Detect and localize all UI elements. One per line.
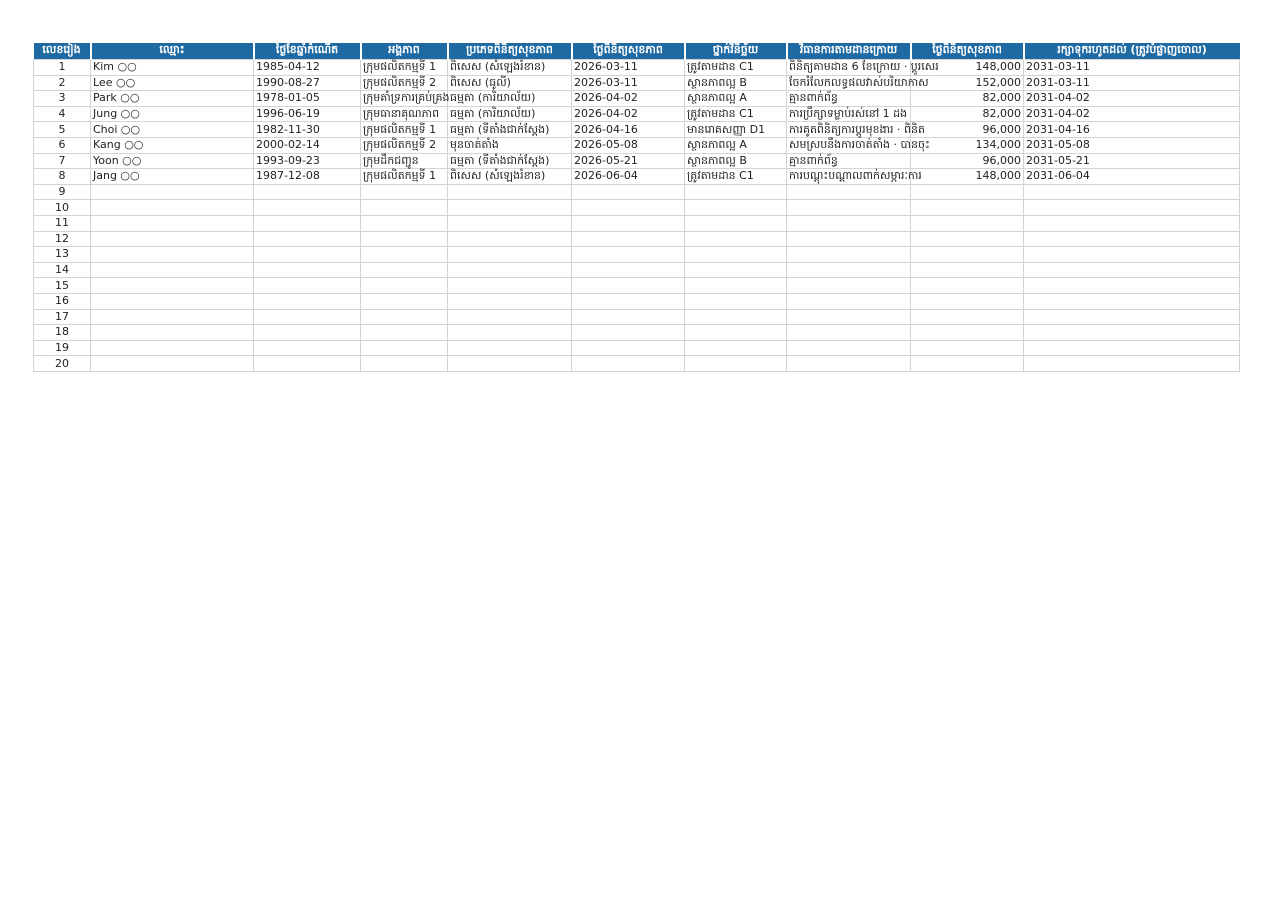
cell-retain-until[interactable] — [1024, 309, 1240, 325]
cell-name[interactable] — [91, 293, 254, 309]
cell-unit[interactable] — [361, 293, 448, 309]
cell-checkup-type[interactable] — [448, 325, 572, 341]
cell-checkup-date[interactable] — [572, 247, 685, 263]
cell-cost[interactable] — [911, 262, 1024, 278]
cell-followup[interactable] — [787, 184, 911, 200]
table-row — [34, 215, 1240, 231]
table-row — [34, 184, 1240, 200]
cell-unit[interactable] — [361, 356, 448, 372]
table-row — [34, 262, 1240, 278]
table-row — [34, 325, 1240, 341]
cell-name[interactable] — [91, 356, 254, 372]
cell-dob[interactable]: 1993-09-23 — [254, 153, 361, 169]
table-row — [34, 247, 1240, 263]
cell-checkup-type[interactable]: មុនចាត់តាំង — [448, 137, 572, 153]
cell-retain-until[interactable]: 2031-04-02 — [1024, 106, 1240, 122]
cell-name[interactable]: Lee ○○ — [91, 75, 254, 91]
cell-grade[interactable] — [685, 356, 787, 372]
cell-followup[interactable] — [787, 231, 911, 247]
cell-no[interactable]: 9 — [34, 184, 91, 200]
cell-cost[interactable]: 96,000 — [911, 122, 1024, 138]
cell-no[interactable]: 10 — [34, 200, 91, 216]
table-row — [34, 137, 1240, 153]
cell-unit[interactable] — [361, 231, 448, 247]
table-row — [34, 231, 1240, 247]
cell-cost[interactable] — [911, 247, 1024, 263]
cell-grade[interactable] — [685, 325, 787, 341]
header-row — [34, 43, 1240, 60]
cell-name[interactable] — [91, 247, 254, 263]
cell-no[interactable]: 16 — [34, 293, 91, 309]
cell-dob[interactable] — [254, 200, 361, 216]
cell-grade[interactable] — [685, 184, 787, 200]
table-row — [34, 106, 1240, 122]
cell-followup[interactable]: ការគូតពិនិត្យការប្តូរមុខងារ · ពិនិត — [787, 122, 911, 138]
cell-dob[interactable] — [254, 184, 361, 200]
cell-checkup-type[interactable] — [448, 200, 572, 216]
cell-no[interactable]: 13 — [34, 247, 91, 263]
cell-no[interactable]: 3 — [34, 91, 91, 107]
cell-followup[interactable]: គ្មានពាក់ព័ន្ធ — [787, 153, 911, 169]
cell-no[interactable]: 15 — [34, 278, 91, 294]
header-followup[interactable]: វិធានការតាមដានក្រោយ — [787, 43, 911, 60]
cell-retain-until[interactable] — [1024, 340, 1240, 356]
cell-grade[interactable]: ស្ថានភាពល្អ A — [685, 137, 787, 153]
cell-unit[interactable]: ក្រុមគាំទ្រការគ្រប់គ្រង — [361, 91, 448, 107]
cell-name[interactable] — [91, 231, 254, 247]
table-row — [34, 169, 1240, 185]
cell-dob[interactable]: 1982-11-30 — [254, 122, 361, 138]
cell-followup[interactable] — [787, 325, 911, 341]
cell-cost[interactable] — [911, 340, 1024, 356]
cell-no[interactable]: 1 — [34, 60, 91, 76]
cell-unit[interactable] — [361, 309, 448, 325]
cell-cost[interactable]: 148,000 — [911, 169, 1024, 185]
cell-retain-until[interactable] — [1024, 184, 1240, 200]
cell-cost[interactable]: 152,000 — [911, 75, 1024, 91]
cell-checkup-type[interactable] — [448, 184, 572, 200]
cell-retain-until[interactable] — [1024, 200, 1240, 216]
cell-name[interactable] — [91, 262, 254, 278]
cell-checkup-type[interactable] — [448, 309, 572, 325]
cell-checkup-date[interactable]: 2026-05-21 — [572, 153, 685, 169]
cell-grade[interactable] — [685, 231, 787, 247]
cell-checkup-type[interactable] — [448, 262, 572, 278]
cell-grade[interactable] — [685, 340, 787, 356]
cell-grade[interactable] — [685, 309, 787, 325]
cell-retain-until[interactable]: 2031-06-04 — [1024, 169, 1240, 185]
cell-followup[interactable]: ចែករំលែកលទ្ធផលវាស់បរិយាកាស — [787, 75, 911, 91]
cell-name[interactable]: Choi ○○ — [91, 122, 254, 138]
cell-cost[interactable] — [911, 278, 1024, 294]
cell-checkup-date[interactable]: 2026-06-04 — [572, 169, 685, 185]
cell-no[interactable]: 19 — [34, 340, 91, 356]
cell-no[interactable]: 6 — [34, 137, 91, 153]
cell-no[interactable]: 7 — [34, 153, 91, 169]
header-retain-until[interactable]: រក្សាទុករហូតដល់ (ត្រូវបំផ្លាញចោល) — [1024, 43, 1240, 60]
cell-retain-until[interactable]: 2031-05-08 — [1024, 137, 1240, 153]
cell-retain-until[interactable]: 2031-05-21 — [1024, 153, 1240, 169]
cell-name[interactable]: Yoon ○○ — [91, 153, 254, 169]
cell-cost[interactable] — [911, 309, 1024, 325]
cell-retain-until[interactable] — [1024, 215, 1240, 231]
cell-checkup-type[interactable]: ធម្មតា (ការិយាល័យ) — [448, 91, 572, 107]
health-checkup-table — [33, 43, 1240, 372]
cell-grade[interactable] — [685, 200, 787, 216]
cell-retain-until[interactable]: 2031-03-11 — [1024, 75, 1240, 91]
cell-unit[interactable] — [361, 184, 448, 200]
cell-followup[interactable]: ការបណ្តុះបណ្តាលពាក់សម្ភារៈការ — [787, 169, 911, 185]
cell-checkup-date[interactable] — [572, 200, 685, 216]
cell-dob[interactable] — [254, 278, 361, 294]
cell-retain-until[interactable]: 2031-03-11 — [1024, 60, 1240, 76]
cell-followup[interactable] — [787, 293, 911, 309]
cell-unit[interactable] — [361, 247, 448, 263]
table-row — [34, 153, 1240, 169]
cell-checkup-type[interactable] — [448, 247, 572, 263]
cell-dob[interactable] — [254, 231, 361, 247]
cell-checkup-type[interactable]: ពិសេស (សំឡេងរំខាន) — [448, 169, 572, 185]
cell-followup[interactable] — [787, 247, 911, 263]
cell-no[interactable]: 8 — [34, 169, 91, 185]
cell-checkup-type[interactable]: ពិសេស (សំឡេងរំខាន) — [448, 60, 572, 76]
cell-name[interactable] — [91, 309, 254, 325]
cell-followup[interactable] — [787, 309, 911, 325]
cell-name[interactable]: Jang ○○ — [91, 169, 254, 185]
table-row — [34, 60, 1240, 76]
cell-name[interactable] — [91, 215, 254, 231]
cell-no[interactable]: 17 — [34, 309, 91, 325]
cell-dob[interactable]: 2000-02-14 — [254, 137, 361, 153]
cell-followup[interactable] — [787, 340, 911, 356]
cell-followup[interactable] — [787, 262, 911, 278]
cell-no[interactable]: 4 — [34, 106, 91, 122]
header-no[interactable]: លេខរៀង — [34, 43, 91, 60]
cell-dob[interactable]: 1978-01-05 — [254, 91, 361, 107]
cell-no[interactable]: 2 — [34, 75, 91, 91]
cell-checkup-date[interactable] — [572, 184, 685, 200]
table-row — [34, 293, 1240, 309]
cell-checkup-date[interactable] — [572, 293, 685, 309]
cell-checkup-date[interactable] — [572, 325, 685, 341]
header-grade[interactable]: ថ្នាក់វិនិច្ឆ័យ — [685, 43, 787, 60]
cell-checkup-date[interactable] — [572, 356, 685, 372]
cell-grade[interactable]: ស្ថានភាពល្អ A — [685, 91, 787, 107]
cell-unit[interactable]: ក្រុមផលិតកម្មទី 1 — [361, 169, 448, 185]
cell-grade[interactable] — [685, 215, 787, 231]
cell-grade[interactable] — [685, 247, 787, 263]
cell-grade[interactable]: ស្ថានភាពល្អ B — [685, 75, 787, 91]
cell-unit[interactable]: ក្រុមដឹកជញ្ជូន — [361, 153, 448, 169]
cell-retain-until[interactable] — [1024, 247, 1240, 263]
table-row — [34, 309, 1240, 325]
cell-followup[interactable]: ការប្រឹក្សាទម្លាប់រស់នៅ 1 ដង — [787, 106, 911, 122]
cell-unit[interactable] — [361, 262, 448, 278]
cell-followup[interactable] — [787, 356, 911, 372]
table-row — [34, 91, 1240, 107]
cell-checkup-date[interactable] — [572, 278, 685, 294]
cell-checkup-date[interactable] — [572, 340, 685, 356]
cell-unit[interactable]: ក្រុមផលិតកម្មទី 2 — [361, 137, 448, 153]
table-row — [34, 75, 1240, 91]
cell-name[interactable]: Jung ○○ — [91, 106, 254, 122]
cell-no[interactable]: 20 — [34, 356, 91, 372]
cell-unit[interactable] — [361, 215, 448, 231]
cell-dob[interactable] — [254, 262, 361, 278]
cell-cost[interactable] — [911, 356, 1024, 372]
cell-followup[interactable]: គ្មានពាក់ព័ន្ធ — [787, 91, 911, 107]
cell-unit[interactable]: ក្រុមធានាគុណភាព — [361, 106, 448, 122]
table-row — [34, 340, 1240, 356]
cell-cost[interactable] — [911, 184, 1024, 200]
cell-unit[interactable] — [361, 278, 448, 294]
cell-followup[interactable] — [787, 200, 911, 216]
cell-grade[interactable] — [685, 293, 787, 309]
cell-retain-until[interactable] — [1024, 356, 1240, 372]
cell-checkup-type[interactable]: ធម្មតា (ការិយាល័យ) — [448, 106, 572, 122]
cell-dob[interactable]: 1987-12-08 — [254, 169, 361, 185]
cell-dob[interactable] — [254, 309, 361, 325]
spreadsheet — [33, 43, 1239, 372]
cell-cost[interactable]: 148,000 — [911, 60, 1024, 76]
cell-dob[interactable]: 1990-08-27 — [254, 75, 361, 91]
cell-retain-until[interactable]: 2031-04-16 — [1024, 122, 1240, 138]
cell-name[interactable] — [91, 184, 254, 200]
cell-no[interactable]: 5 — [34, 122, 91, 138]
cell-checkup-type[interactable] — [448, 215, 572, 231]
cell-checkup-type[interactable]: ធម្មតា (ទីតាំងជាក់ស្តែង) — [448, 122, 572, 138]
table-row — [34, 278, 1240, 294]
cell-checkup-date[interactable] — [572, 215, 685, 231]
cell-checkup-type[interactable] — [448, 340, 572, 356]
cell-checkup-date[interactable] — [572, 262, 685, 278]
cell-checkup-type[interactable] — [448, 278, 572, 294]
cell-retain-until[interactable]: 2031-04-02 — [1024, 91, 1240, 107]
header-cost[interactable]: ថ្ងៃពិនិត្យសុខភាព — [911, 43, 1024, 60]
cell-checkup-type[interactable] — [448, 293, 572, 309]
cell-no[interactable]: 18 — [34, 325, 91, 341]
header-unit[interactable]: អង្គភាព — [361, 43, 448, 60]
cell-no[interactable]: 11 — [34, 215, 91, 231]
cell-grade[interactable]: ស្ថានភាពល្អ B — [685, 153, 787, 169]
cell-grade[interactable]: ត្រូវតាមដាន C1 — [685, 169, 787, 185]
cell-no[interactable]: 12 — [34, 231, 91, 247]
cell-checkup-date[interactable]: 2026-04-02 — [572, 106, 685, 122]
cell-name[interactable]: Kim ○○ — [91, 60, 254, 76]
cell-checkup-date[interactable]: 2026-04-02 — [572, 91, 685, 107]
cell-retain-until[interactable] — [1024, 231, 1240, 247]
cell-name[interactable] — [91, 340, 254, 356]
cell-grade[interactable] — [685, 262, 787, 278]
cell-cost[interactable]: 82,000 — [911, 106, 1024, 122]
cell-cost[interactable] — [911, 293, 1024, 309]
cell-cost[interactable] — [911, 215, 1024, 231]
cell-retain-until[interactable] — [1024, 278, 1240, 294]
cell-cost[interactable]: 96,000 — [911, 153, 1024, 169]
cell-dob[interactable] — [254, 340, 361, 356]
cell-cost[interactable]: 82,000 — [911, 91, 1024, 107]
table-row — [34, 200, 1240, 216]
cell-retain-until[interactable] — [1024, 262, 1240, 278]
cell-unit[interactable]: ក្រុមផលិតកម្មទី 2 — [361, 75, 448, 91]
cell-checkup-type[interactable] — [448, 231, 572, 247]
cell-dob[interactable] — [254, 325, 361, 341]
cell-cost[interactable] — [911, 325, 1024, 341]
cell-name[interactable]: Kang ○○ — [91, 137, 254, 153]
table-row — [34, 356, 1240, 372]
cell-checkup-date[interactable] — [572, 309, 685, 325]
table-row — [34, 122, 1240, 138]
cell-no[interactable]: 14 — [34, 262, 91, 278]
header-dob[interactable]: ថ្ងៃខែឆ្នាំកំណើត — [254, 43, 361, 60]
cell-unit[interactable] — [361, 200, 448, 216]
cell-cost[interactable] — [911, 200, 1024, 216]
cell-dob[interactable]: 1985-04-12 — [254, 60, 361, 76]
cell-dob[interactable] — [254, 356, 361, 372]
cell-cost[interactable] — [911, 231, 1024, 247]
cell-name[interactable] — [91, 200, 254, 216]
cell-followup[interactable] — [787, 278, 911, 294]
cell-grade[interactable]: ត្រូវតាមដាន C1 — [685, 106, 787, 122]
cell-grade[interactable] — [685, 278, 787, 294]
cell-unit[interactable] — [361, 340, 448, 356]
header-checkup-type[interactable]: ប្រភេទពិនិត្យសុខភាព — [448, 43, 572, 60]
cell-followup[interactable]: ពិនិត្យតាមដាន 6 ខែក្រោយ · ប្តូរសេរ — [787, 60, 911, 76]
cell-checkup-date[interactable] — [572, 231, 685, 247]
cell-followup[interactable] — [787, 215, 911, 231]
cell-checkup-type[interactable]: ពិសេស (ធូលី) — [448, 75, 572, 91]
header-checkup-date[interactable]: ថ្ងៃពិនិត្យសុខភាព — [572, 43, 685, 60]
cell-dob[interactable] — [254, 247, 361, 263]
cell-checkup-date[interactable]: 2026-05-08 — [572, 137, 685, 153]
cell-checkup-date[interactable]: 2026-04-16 — [572, 122, 685, 138]
cell-grade[interactable]: ត្រូវតាមដាន C1 — [685, 60, 787, 76]
cell-dob[interactable]: 1996-06-19 — [254, 106, 361, 122]
cell-unit[interactable] — [361, 325, 448, 341]
cell-grade[interactable]: មានរោគសញ្ញា D1 — [685, 122, 787, 138]
cell-retain-until[interactable] — [1024, 325, 1240, 341]
cell-retain-until[interactable] — [1024, 293, 1240, 309]
cell-checkup-date[interactable]: 2026-03-11 — [572, 60, 685, 76]
cell-checkup-type[interactable]: ធម្មតា (ទីតាំងជាក់ស្តែង) — [448, 153, 572, 169]
cell-checkup-date[interactable]: 2026-03-11 — [572, 75, 685, 91]
cell-name[interactable] — [91, 278, 254, 294]
cell-dob[interactable] — [254, 215, 361, 231]
cell-dob[interactable] — [254, 293, 361, 309]
cell-checkup-type[interactable] — [448, 356, 572, 372]
header-name[interactable]: ឈ្មោះ — [91, 43, 254, 60]
cell-name[interactable]: Park ○○ — [91, 91, 254, 107]
cell-name[interactable] — [91, 325, 254, 341]
cell-unit[interactable]: ក្រុមផលិតកម្មទី 1 — [361, 122, 448, 138]
cell-followup[interactable]: សមស្របនឹងការចាត់តាំង · បានចុះ — [787, 137, 911, 153]
cell-cost[interactable]: 134,000 — [911, 137, 1024, 153]
cell-unit[interactable]: ក្រុមផលិតកម្មទី 1 — [361, 60, 448, 76]
